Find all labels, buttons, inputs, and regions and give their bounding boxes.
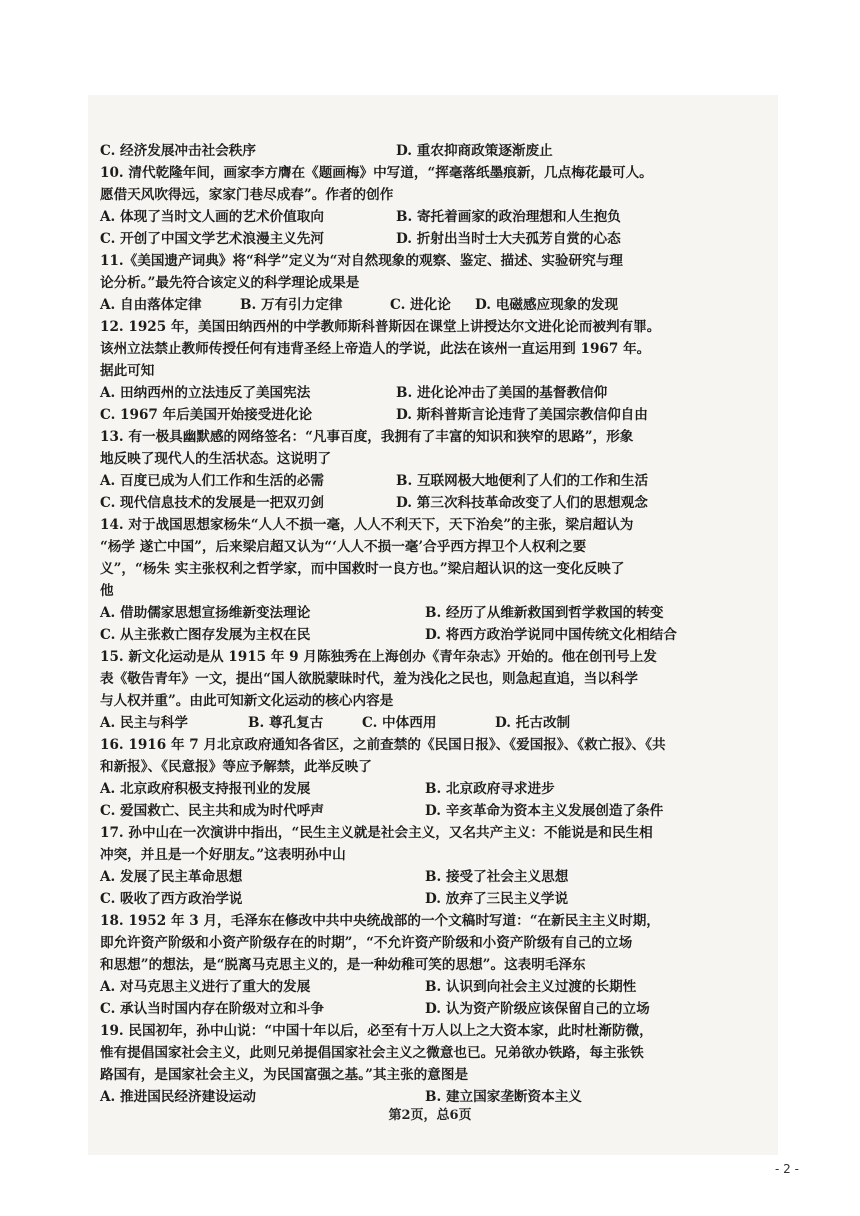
option-a: A. 发展了民主革命思想 <box>100 869 243 885</box>
option-b: B. 接受了社会主义思想 <box>425 869 569 885</box>
option-d: D. 放弃了三民主义学说 <box>425 891 569 907</box>
q18-options-ab <box>100 976 740 998</box>
q14-stem: 义”，“杨朱 实主张权利之哲学家，而中国救时一良方也。”梁启超认识的这一变化反映了 <box>100 561 625 577</box>
option-c: C. 吸收了西方政治学说 <box>100 891 243 907</box>
option-d: D. 电磁感应现象的发现 <box>475 297 619 313</box>
q13-options-ab <box>100 470 740 492</box>
q12-stem: 据此可知 <box>100 363 155 379</box>
q14-stem: 14. 对于战国思想家杨朱“人人不损一毫，人人不利天下，天下治矣”的主张，梁启超认为 <box>100 517 634 533</box>
q10-options-ab <box>100 206 740 228</box>
option-a: A. 田纳西州的立法违反了美国宪法 <box>100 385 311 401</box>
option-a: A. 体现了当时文人画的艺术价值取向 <box>100 209 324 225</box>
option-a: A. 民主与科学 <box>100 715 188 731</box>
q14-stem: 他 <box>100 583 114 599</box>
q13-stem: 13. 有一极具幽默感的网络签名：“凡事百度，我拥有了丰富的知识和狭窄的思路”，形象 <box>100 429 634 445</box>
option-c: C. 中体西用 <box>362 715 437 731</box>
q18-stem: 即允许资产阶级和小资产阶级存在的时期”，“不允许资产阶级和小资产阶级有自己的立场 <box>100 935 633 951</box>
q11-options <box>100 294 740 316</box>
q18-stem: 18. 1952 年 3 月，毛泽东在修改中共中央统战部的一个文稿时写道：“在新民主主义时期， <box>100 913 660 929</box>
q10-stem: 10. 清代乾隆年间，画家李方膺在《题画梅》中写道，“挥毫落纸墨痕新，几点梅花最可人。 <box>100 165 653 181</box>
q16-options-ab <box>100 778 740 800</box>
q14-options-ab <box>100 602 740 624</box>
option-b: B. 认识到向社会主义过渡的长期性 <box>425 979 637 995</box>
option-c: C. 进化论 <box>390 297 451 313</box>
option-a: A. 百度已成为人们工作和生活的必需 <box>100 473 324 489</box>
option-b: B. 尊孔复古 <box>248 715 324 731</box>
q15-stem: 与人权并重”。由此可知新文化运动的核心内容是 <box>100 693 394 709</box>
q18-stem: 和思想”的想法，是“脱离马克思主义的，是一种幼稚可笑的思想”。这表明毛泽东 <box>100 957 586 973</box>
option-d: D. 折射出当时士大夫孤芳自赏的心态 <box>396 231 621 247</box>
option-a: A. 对马克思主义进行了重大的发展 <box>100 979 311 995</box>
option-a: A. 推进国民经济建设运动 <box>100 1089 256 1105</box>
q16-stem: 和新报》、《民意报》等应予解禁，此举反映了 <box>100 759 372 775</box>
q15-options <box>100 712 740 734</box>
q11-stem: 11.《美国遗产词典》将“科学”定义为“对自然现象的观察、鉴定、描述、实验研究与理 <box>100 253 623 269</box>
question-body <box>100 140 740 1108</box>
option-b: B. 北京政府寻求进步 <box>425 781 555 797</box>
q13-stem: 地反映了现代人的生活状态。这说明了 <box>100 451 332 467</box>
option-b: B. 建立国家垄断资本主义 <box>425 1089 582 1105</box>
option-c: C. 1967 年后美国开始接受进化论 <box>100 407 313 423</box>
option-a: A. 北京政府积极支持报刊业的发展 <box>100 781 311 797</box>
option-d: D. 重农抑商政策逐渐废止 <box>396 143 553 159</box>
option-c: C. 开创了中国文学艺术浪漫主义先河 <box>100 231 324 247</box>
q19-stem: 惟有提倡国家社会主义，此则兄弟提倡国家社会主义之微意也已。兄弟欲办铁路，每主张铁 <box>100 1045 644 1061</box>
option-b: B. 进化论冲击了美国的基督教信仰 <box>396 385 608 401</box>
option-b: B. 万有引力定律 <box>240 297 343 313</box>
q17-stem: 冲突，并且是一个好朋友。”这表明孙中山 <box>100 847 346 863</box>
q17-options-ab <box>100 866 740 888</box>
option-d: D. 托古改制 <box>495 715 571 731</box>
option-a: A. 借助儒家思想宣扬维新变法理论 <box>100 605 311 621</box>
q13-options-cd <box>100 492 740 514</box>
option-d: D. 第三次科技革命改变了人们的思想观念 <box>396 495 648 511</box>
q19-stem: 路国有，是国家社会主义，为民国富强之基。”其主张的意图是 <box>100 1067 469 1083</box>
option-c: C. 现代信息技术的发展是一把双刃剑 <box>100 495 324 511</box>
page-number: - 2 - <box>775 1162 799 1176</box>
q14-stem: “杨学 遂亡中国”，后来梁启超又认为“‘人人不损一毫’合乎西方捍卫个人权利之要 <box>100 539 587 555</box>
option-c: C. 爱国救亡、民主共和成为时代呼声 <box>100 803 324 819</box>
q14-options-cd <box>100 624 740 646</box>
q12-stem: 该州立法禁止教师传授任何有违背圣经上帝造人的学说，此法在该州一直运用到 1967 年。 <box>100 341 651 357</box>
q17-options-cd <box>100 888 740 910</box>
q15-stem: 15. 新文化运动是从 1915 年 9 月陈独秀在上海创办《青年杂志》开始的。他在创刊号上发 <box>100 649 657 665</box>
q16-options-cd <box>100 800 740 822</box>
option-a: A. 自由落体定律 <box>100 297 202 313</box>
option-c: C. 经济发展冲击社会秩序 <box>100 143 256 159</box>
option-d: D. 将西方政治学说同中国传统文化相结合 <box>425 627 677 643</box>
q9-options-cd <box>100 140 740 162</box>
q15-stem: 表《敬告青年》一文，提出“国人欲脱蒙昧时代，羞为浅化之民也，则急起直追，当以科学 <box>100 671 638 687</box>
page-footer: 第2页，总6页 <box>388 1108 472 1123</box>
option-d: D. 认为资产阶级应该保留自己的立场 <box>425 1001 650 1017</box>
q19-stem: 19. 民国初年，孙中山说：“中国十年以后，必至有十万人以上之大资本家，此时杜渐防微， <box>100 1023 653 1039</box>
option-c: C. 承认当时国内存在阶级对立和斗争 <box>100 1001 324 1017</box>
q10-options-cd <box>100 228 740 250</box>
option-d: D. 辛亥革命为资本主义发展创造了条件 <box>425 803 664 819</box>
option-d: D. 斯科普斯言论违背了美国宗教信仰自由 <box>396 407 648 423</box>
option-b: B. 互联网极大地便利了人们的工作和生活 <box>396 473 649 489</box>
q10-stem: 愿借天风吹得远，家家门巷尽成春”。作者的创作 <box>100 187 394 203</box>
option-b: B. 寄托着画家的政治理想和人生抱负 <box>396 209 621 225</box>
q12-options-cd <box>100 404 740 426</box>
option-c: C. 从主张救亡图存发展为主权在民 <box>100 627 311 643</box>
q12-stem: 12. 1925 年，美国田纳西州的中学教师斯科普斯因在课堂上讲授达尔文进化论而被判有罪。 <box>100 319 661 335</box>
q18-options-cd <box>100 998 740 1020</box>
q17-stem: 17. 孙中山在一次演讲中指出，“民生主义就是社会主义，又名共产主义：不能说是和民生相 <box>100 825 653 841</box>
option-b: B. 经历了从维新救国到哲学救国的转变 <box>425 605 664 621</box>
q12-options-ab <box>100 382 740 404</box>
q16-stem: 16. 1916 年 7 月北京政府通知各省区，之前查禁的《民国日报》、《爱国报》、《救亡报》、《共 <box>100 737 666 753</box>
q11-stem: 论分析。”最先符合该定义的科学理论成果是 <box>100 275 360 291</box>
